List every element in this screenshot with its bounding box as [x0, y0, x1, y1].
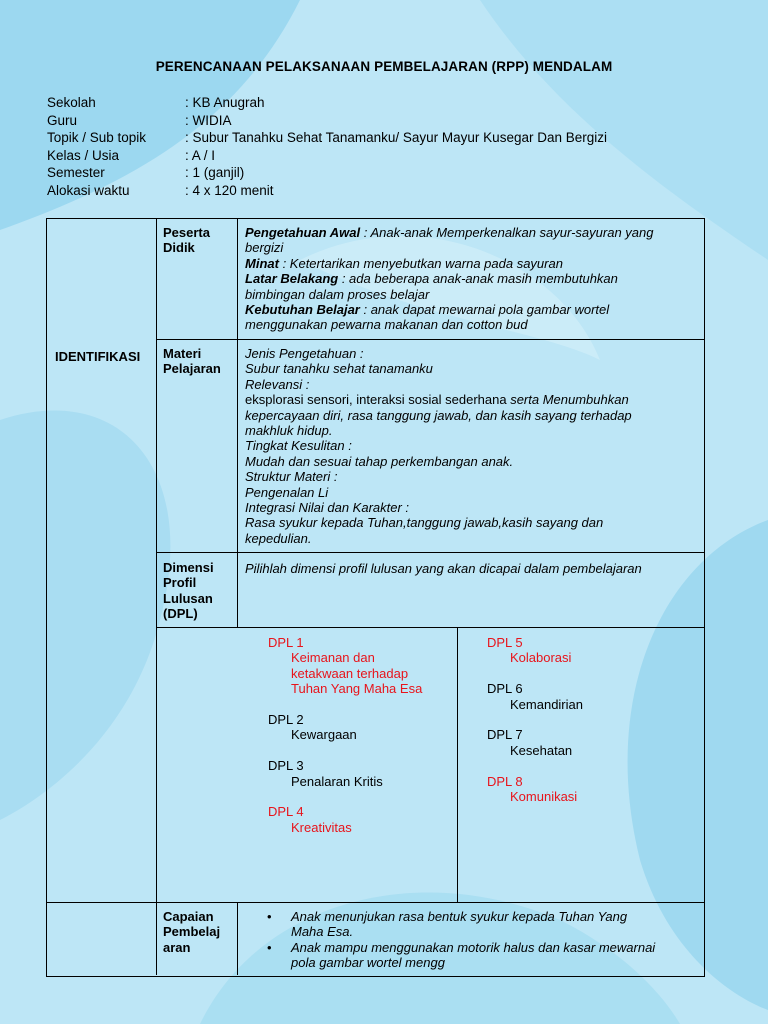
- text: Integrasi Nilai dan Karakter :: [245, 500, 410, 516]
- dpl-item: [487, 635, 697, 666]
- text: makhluk hidup.: [245, 423, 333, 439]
- dpl-code: DPL 7: [487, 727, 523, 743]
- dpl-item: [268, 758, 453, 789]
- label-line: Lulusan: [163, 590, 213, 606]
- meta-value: : Subur Tanahku Sehat Tanamanku/ Sayur Mayur Kusegar Dan Bergizi: [185, 130, 607, 146]
- dpl-list-left: [268, 635, 453, 851]
- text: bimbingan dalam proses belajar: [245, 286, 430, 302]
- dpl-item: [268, 712, 453, 743]
- dpl-item: [487, 681, 697, 712]
- text: Relevansi :: [245, 376, 310, 392]
- dpl-list-right: [487, 635, 697, 820]
- meta-row-guru: [47, 112, 607, 130]
- label-line: Didik: [163, 240, 195, 256]
- row-label-peserta-didik: [163, 225, 210, 256]
- text: Tingkat Kesulitan :: [245, 438, 352, 454]
- text: Jenis Pengetahuan :: [245, 346, 364, 361]
- term: Minat: [245, 255, 279, 271]
- text: Subur tanahku sehat tanamanku: [245, 361, 433, 377]
- text: pola gambar wortel mengg: [291, 955, 445, 971]
- table-divider: [237, 219, 238, 627]
- dpl-name: Kemandirian: [510, 696, 583, 712]
- meta-key: Guru: [47, 112, 78, 128]
- dpl-code: DPL 1: [268, 635, 304, 650]
- text: Mudah dan sesuai tahap perkembangan anak.: [245, 453, 514, 469]
- dpl-name: Kesehatan: [510, 742, 573, 758]
- dpl-item: [487, 727, 697, 758]
- table-divider: [47, 902, 704, 903]
- meta-value: : KB Anugrah: [185, 95, 265, 110]
- meta-value: : 1 (ganjil): [185, 165, 245, 181]
- dimensi-instruction: Pilihlah dimensi profil lulusan yang akan dicapai dalam pembelajaran: [245, 561, 642, 576]
- text: : ada beberapa anak-anak masih membutuhkan: [338, 271, 618, 287]
- meta-value: : 4 x 120 menit: [185, 182, 274, 198]
- text: : Anak-anak Memperkenalkan sayur-sayuran yang: [360, 225, 654, 240]
- dpl-name: ketakwaan terhadap: [291, 665, 409, 681]
- table-divider: [156, 552, 704, 553]
- dpl-code: DPL 8: [487, 773, 523, 789]
- label-line: Pembelaj: [163, 924, 221, 940]
- section-label-identifikasi: IDENTIFIKASI: [55, 349, 141, 364]
- text: kepedulian.: [245, 530, 312, 546]
- meta-key: Topik / Sub topik: [47, 130, 147, 146]
- meta-value: : WIDIA: [185, 112, 232, 128]
- dpl-code: DPL 6: [487, 681, 523, 697]
- label-line: Pelajaran: [163, 361, 221, 377]
- text: bergizi: [245, 240, 284, 256]
- label-line: (DPL): [163, 606, 198, 622]
- rpp-table: [46, 218, 705, 977]
- label-line: Dimensi: [163, 560, 214, 575]
- dpl-name: Tuhan Yang Maha Esa: [291, 681, 423, 697]
- text: kepercayaan diri, rasa tanggung jawab, dan kasih sayang terhadap: [245, 407, 632, 423]
- dpl-name: Komunikasi: [510, 789, 578, 805]
- text: eksplorasi sensori, interaksi sosial sederhana: [245, 392, 511, 408]
- meta-key: Sekolah: [47, 95, 96, 110]
- meta-row-sekolah: [47, 94, 607, 112]
- text: Struktur Materi :: [245, 469, 338, 485]
- text: Rasa syukur kepada Tuhan,tanggung jawab,kasih sayang dan: [245, 515, 604, 531]
- label-line: Materi: [163, 346, 202, 361]
- dpl-code: DPL 4: [268, 804, 304, 820]
- meta-row-semester: [47, 164, 607, 182]
- meta-value: : A / I: [185, 147, 216, 163]
- text: : anak dapat mewarnai pola gambar wortel: [359, 302, 610, 318]
- label-line: aran: [163, 939, 191, 955]
- text: • Anak menunjukan rasa bentuk syukur kepada Tuhan Yang: [291, 909, 628, 924]
- row-label-materi-pelajaran: [163, 346, 221, 377]
- table-divider: [156, 219, 157, 975]
- text: • Anak mampu menggunakan motorik halus dan kasar mewarnai: [291, 939, 656, 955]
- dpl-name: Kewargaan: [291, 727, 357, 743]
- table-divider: [457, 627, 458, 902]
- dpl-name: Kolaborasi: [510, 650, 572, 666]
- capaian-list: [261, 909, 701, 971]
- text: Pengenalan Li: [245, 484, 329, 500]
- label-line: Capaian: [163, 909, 214, 924]
- dpl-item: [487, 774, 697, 805]
- page-title: PERENCANAAN PELAKSANAAN PEMBELAJARAN (RPP) MENDALAM: [155, 59, 613, 74]
- meta-key: Alokasi waktu: [47, 182, 130, 198]
- meta-row-topik: [47, 129, 607, 147]
- table-divider: [156, 339, 704, 340]
- text: serta Menumbuhkan: [510, 392, 629, 408]
- table-divider: [237, 902, 238, 975]
- dpl-name: Kreativitas: [291, 819, 352, 835]
- dpl-name: Penalaran Kritis: [291, 773, 383, 789]
- dpl-code: DPL 5: [487, 635, 523, 650]
- term: Pengetahuan Awal: [245, 225, 361, 240]
- text: Maha Esa.: [291, 924, 354, 940]
- dpl-code: DPL 2: [268, 712, 304, 728]
- term: Latar Belakang: [245, 271, 339, 287]
- meta-key: Semester: [47, 165, 105, 181]
- row-label-dimensi-profil-lulusan: [163, 560, 214, 622]
- term: Kebutuhan Belajar: [245, 302, 360, 318]
- meta-row-kelas: [47, 147, 607, 165]
- dpl-code: DPL 3: [268, 758, 304, 774]
- text: : Ketertarikan menyebutkan warna pada sayuran: [278, 255, 563, 271]
- list-item: [261, 909, 701, 940]
- label-line: Profil: [163, 575, 197, 591]
- dpl-name: Keimanan dan: [291, 650, 375, 666]
- meta-row-alokasi: [47, 182, 607, 200]
- list-item: [261, 940, 701, 971]
- peserta-didik-content: [245, 225, 700, 333]
- materi-pelajaran-content: [245, 346, 700, 546]
- table-divider: [156, 627, 704, 628]
- dpl-item: [268, 804, 453, 835]
- meta-key: Kelas / Usia: [47, 147, 120, 163]
- text: menggunakan pewarna makanan dan cotton bud: [245, 317, 528, 333]
- document-metadata: [47, 94, 607, 200]
- row-label-capaian-pembelajaran: [163, 909, 220, 955]
- dpl-item: [268, 635, 453, 697]
- label-line: Peserta: [163, 225, 210, 240]
